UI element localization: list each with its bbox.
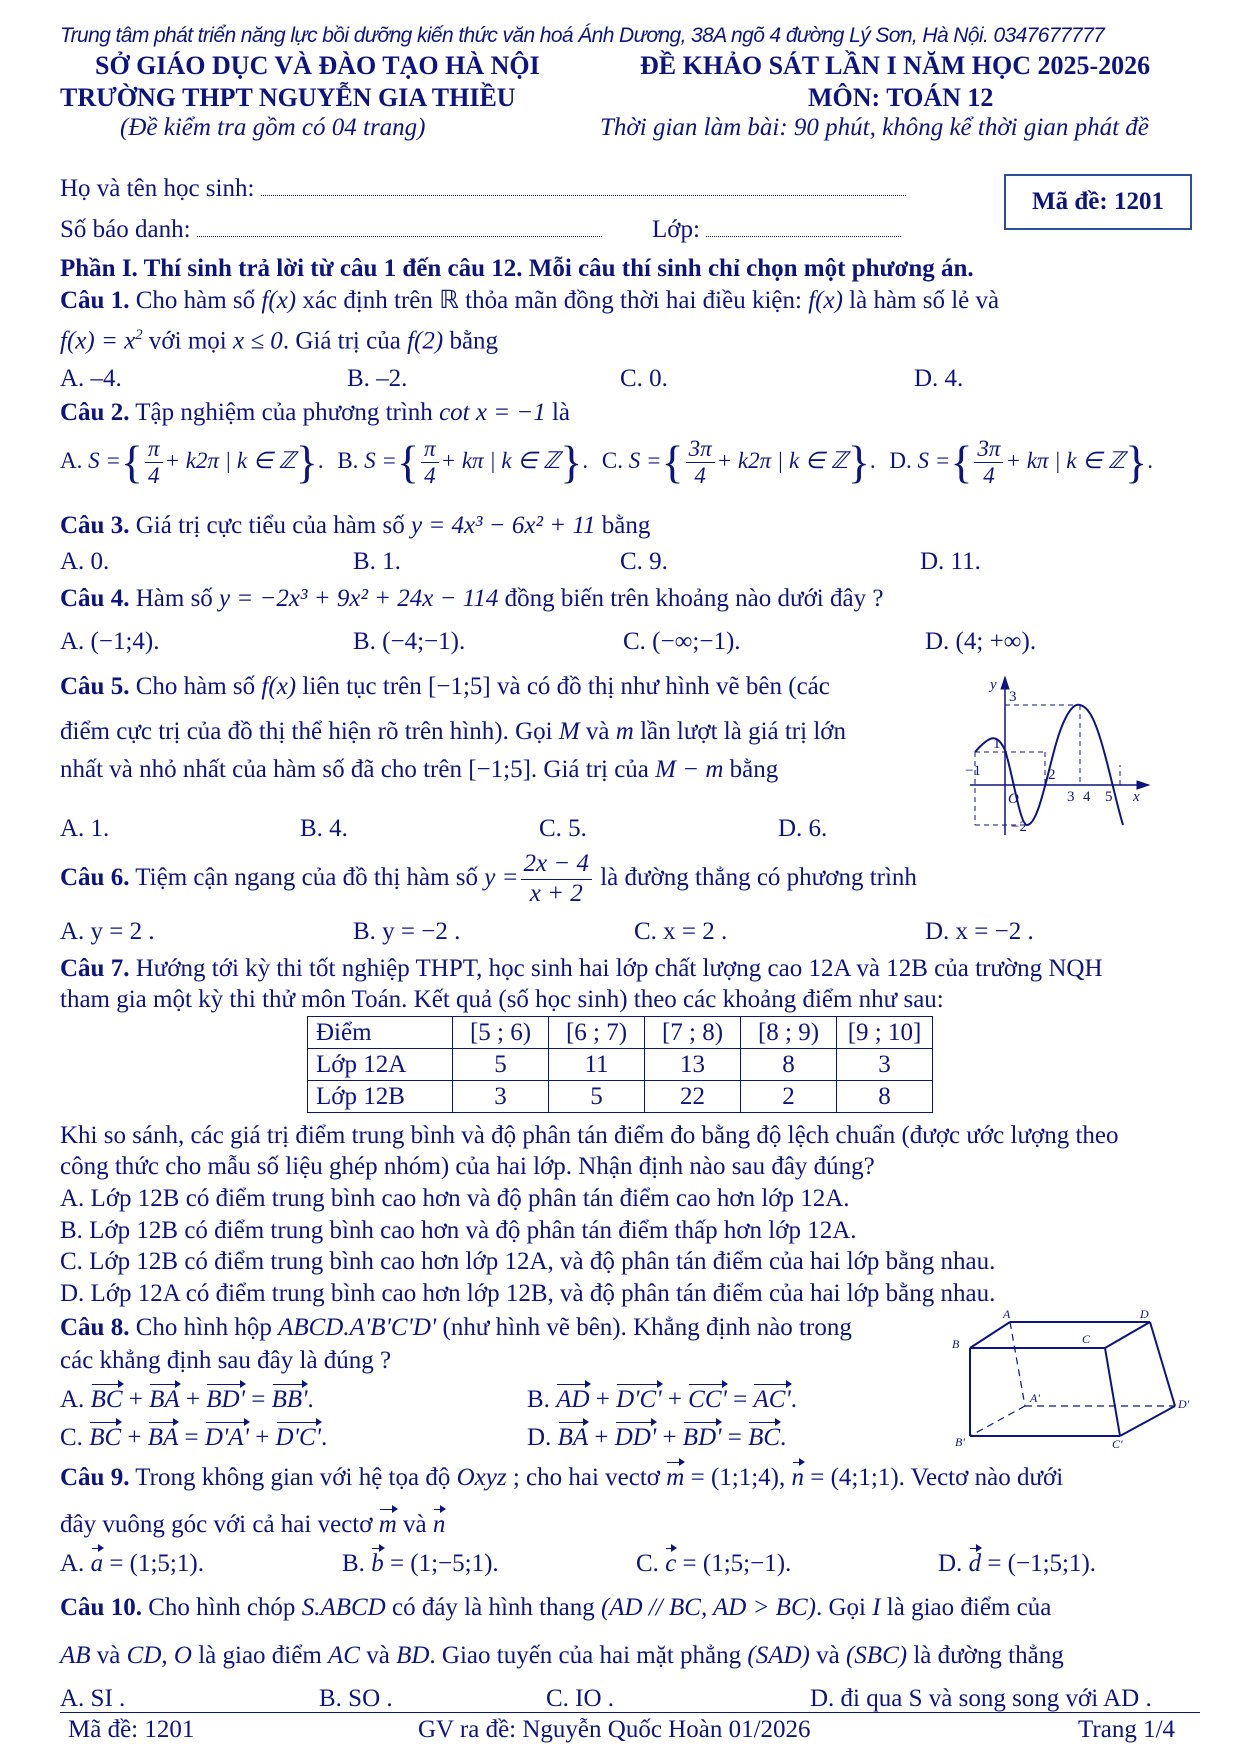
table-header-row: Điểm [5 ; 6) [6 ; 7) [7 ; 8) [8 ; 9) [9 ; 10] xyxy=(308,1017,933,1049)
question-5-line-2: điểm cực trị của đồ thị thể hiện rõ trên hình). Gọi M và m lần lượt là giá trị lớn xyxy=(60,718,846,745)
question-6: Câu 6. Tiệm cận ngang của đồ thị hàm số y = $\frac{2x - 4}{x + 2}$ là đường thẳng có phương trình xyxy=(60,850,917,907)
q3-option-d[interactable]: D. 11. xyxy=(920,548,981,575)
subject: MÔN: TOÁN 12 xyxy=(808,83,994,112)
name-label: Họ và tên học sinh: xyxy=(60,175,255,202)
vertex-b-prime: B' xyxy=(955,1435,965,1449)
question-7: Câu 7. Hướng tới kỳ thi tốt nghiệp THPT, học sinh hai lớp chất lượng cao 12A và 12B của trường NQH xyxy=(60,955,1103,982)
q6-option-c[interactable]: C. x = 2 . xyxy=(634,918,728,945)
q10-option-d[interactable]: D. đi qua S và song song với AD . xyxy=(810,1685,1152,1712)
tick-x-3: 3 xyxy=(1067,789,1075,805)
q1-option-c[interactable]: C. 0. xyxy=(620,365,668,392)
class-label: Lớp: xyxy=(652,216,700,243)
question-9: Câu 9. Trong không gian với hệ tọa độ Oxyz ; cho hai vectơ m = (1;1;4), n = (4;1;1). Vectơ nào dưới xyxy=(60,1464,1064,1491)
tick-x-4: 4 xyxy=(1083,789,1091,805)
question-2: Câu 2. Tập nghiệm của phương trình cot x = −1 là xyxy=(60,399,570,426)
footer-page-number: Trang 1/4 xyxy=(1078,1716,1176,1743)
vertex-d: D xyxy=(1140,1308,1149,1321)
footer-exam-code: Mã đề: 1201 xyxy=(68,1716,195,1743)
id-label: Số báo danh: xyxy=(60,216,191,243)
q4-option-b[interactable]: B. (−4;−1). xyxy=(353,628,466,655)
question-1: Câu 1. Cho hàm số f(x) xác định trên ℝ thỏa mãn đồng thời hai điều kiện: f(x) là hàm số lẻ và xyxy=(60,287,1000,314)
q9-option-c[interactable]: C. c = (1;5;−1). xyxy=(636,1550,792,1577)
q8-option-a[interactable]: A. BC + BA + BD' = BB'. xyxy=(60,1386,314,1413)
vertex-b: B xyxy=(952,1337,960,1351)
footer-author: GV ra đề: Nguyễn Quốc Hoàn 01/2026 xyxy=(418,1716,811,1743)
q5-option-c[interactable]: C. 5. xyxy=(539,815,587,842)
class-line xyxy=(652,216,901,244)
question-7-line-4: công thức cho mẫu số liệu ghép nhóm) của hai lớp. Nhận định nào sau đây đúng? xyxy=(60,1153,875,1180)
question-8-line-2: các khẳng định sau đây là đúng ? xyxy=(60,1347,392,1374)
q7-option-c[interactable]: C. Lớp 12B có điểm trung bình cao hơn lớp 12A, và độ phân tán điểm của hai lớp bằng nhau. xyxy=(60,1248,996,1275)
time-note: Thời gian làm bài: 90 phút, không kể thời gian phát đề xyxy=(600,114,1149,141)
vertex-c-prime: C' xyxy=(1112,1437,1123,1451)
tick-x-2: 2 xyxy=(1048,767,1056,783)
question-4: Câu 4. Hàm số y = −2x³ + 9x² + 24x − 114 đồng biến trên khoảng nào dưới đây ? xyxy=(60,585,884,612)
q2-options xyxy=(60,436,1153,490)
table-row: Lớp 12A 5 11 13 8 3 xyxy=(308,1049,933,1081)
question-8: Câu 8. Cho hình hộp ABCD.A'B'C'D' (như hình vẽ bên). Khẳng định nào trong xyxy=(60,1314,852,1341)
question-10-line-2: AB và CD, O là giao điểm AC và BD. Giao tuyến của hai mặt phẳng (SAD) và (SBC) là đường thẳng xyxy=(60,1642,1064,1669)
vertex-d-prime: D' xyxy=(1178,1397,1190,1411)
q10-option-a[interactable]: A. SI . xyxy=(60,1685,126,1712)
q8-option-b[interactable]: B. AD + D'C' + CC' = AC'. xyxy=(527,1386,798,1413)
q10-option-b[interactable]: B. SO . xyxy=(319,1685,393,1712)
tick-y-1: 1 xyxy=(993,736,1001,752)
q5-option-d[interactable]: D. 6. xyxy=(778,815,828,842)
question-10: Câu 10. Cho hình chóp S.ABCD có đáy là hình thang (AD // BC, AD > BC). Gọi I là giao điểm của xyxy=(60,1594,1052,1621)
q3-option-c[interactable]: C. 9. xyxy=(620,548,668,575)
center-note: Trung tâm phát triển năng lực bồi dưỡng kiến thức văn hoá Ánh Dương, 38A ngõ 4 đường Lý Sơn, Hà Nội. 0347677777 xyxy=(60,24,1105,47)
question-3: Câu 3. Giá trị cực tiểu của hàm số y = 4x³ − 6x² + 11 bằng xyxy=(60,512,651,539)
q5-option-a[interactable]: A. 1. xyxy=(60,815,110,842)
q10-option-c[interactable]: C. IO . xyxy=(546,1685,615,1712)
q7-option-a[interactable]: A. Lớp 12B có điểm trung bình cao hơn và độ phân tán điểm cao hơn lớp 12A. xyxy=(60,1185,850,1212)
q3-option-b[interactable]: B. 1. xyxy=(353,548,401,575)
q1-option-d[interactable]: D. 4. xyxy=(914,365,964,392)
q4-option-d[interactable]: D. (4; +∞). xyxy=(925,628,1037,655)
q7-option-d[interactable]: D. Lớp 12A có điểm trung bình cao hơn lớp 12B, và độ phân tán điểm của hai lớp bằng nhau. xyxy=(60,1280,996,1307)
question-7-line-3: Khi so sánh, các giá trị điểm trung bình và độ phân tán điểm đo bằng độ lệch chuẩn (được ước lượng theo xyxy=(60,1122,1119,1149)
exam-title: ĐỀ KHẢO SÁT LẦN I NĂM HỌC 2025-2026 xyxy=(640,51,1151,80)
q4-option-a[interactable]: A. (−1;4). xyxy=(60,628,160,655)
q9-option-b[interactable]: B. b = (1;−5;1). xyxy=(342,1550,499,1577)
q2-option-b[interactable]: B. S ={ $\frac{\pi}{4}$ + kπ | k ∈ ℤ}. xyxy=(337,436,589,489)
parallelepiped-figure xyxy=(950,1308,1200,1453)
department: SỞ GIÁO DỤC VÀ ĐÀO TẠO HÀ NỘI xyxy=(95,51,540,80)
q1-option-b[interactable]: B. –2. xyxy=(347,365,408,392)
class-field[interactable] xyxy=(706,236,901,237)
question-9-line-2: đây vuông góc với cả hai vectơ m và n xyxy=(60,1511,446,1538)
q5-option-b[interactable]: B. 4. xyxy=(300,815,348,842)
question-7-line-2: tham gia một kỳ thi thử môn Toán. Kết quả (số học sinh) theo các khoảng điểm như sau: xyxy=(60,986,944,1013)
school-name: TRƯỜNG THPT NGUYỄN GIA THIỀU xyxy=(60,83,516,112)
tick-y-neg2: −2 xyxy=(1011,819,1027,835)
vertex-a-prime: A' xyxy=(1030,1391,1040,1405)
function-graph xyxy=(965,675,1155,840)
q8-option-d[interactable]: D. BA + DD' + BD' = BC. xyxy=(527,1424,787,1451)
q6-option-d[interactable]: D. x = −2 . xyxy=(925,918,1034,945)
part-1-heading: Phần I. Thí sinh trả lời từ câu 1 đến câu 12. Mỗi câu thí sinh chỉ chọn một phương án. xyxy=(60,255,974,282)
question-1-line-2: $f(x) = x^2$ với mọi x ≤ 0. Giá trị của f(2) bằng xyxy=(60,327,499,355)
q4-option-c[interactable]: C. (−∞;−1). xyxy=(623,628,741,655)
origin-label: O xyxy=(1008,791,1019,807)
q2-option-a[interactable]: A. S ={ $\frac{\pi}{4}$ + k2π | k ∈ ℤ}. xyxy=(60,436,324,489)
table-row: Lớp 12B 3 5 22 2 8 xyxy=(308,1081,933,1113)
student-id-line xyxy=(60,216,602,244)
student-name-line xyxy=(60,175,906,203)
y-axis-label: y xyxy=(990,677,997,693)
q2-option-d[interactable]: D. S ={ $\frac{3\pi}{4}$ + kπ | k ∈ ℤ}. xyxy=(889,436,1153,489)
id-field[interactable] xyxy=(197,236,602,237)
q6-option-a[interactable]: A. y = 2 . xyxy=(60,918,155,945)
footer-divider xyxy=(60,1712,1200,1713)
tick-x-neg1: −1 xyxy=(965,763,981,779)
function-curve xyxy=(975,705,1123,825)
question-5: Câu 5. Cho hàm số f(x) liên tục trên [−1;5] và có đồ thị như hình vẽ bên (các xyxy=(60,673,830,700)
q3-option-a[interactable]: A. 0. xyxy=(60,548,110,575)
x-axis-label: x xyxy=(1133,789,1140,805)
q9-option-d[interactable]: D. d = (−1;5;1). xyxy=(938,1550,1097,1577)
q9-option-a[interactable]: A. a = (1;5;1). xyxy=(60,1550,204,1577)
q1-option-a[interactable]: A. –4. xyxy=(60,365,122,392)
vertex-c: C xyxy=(1082,1332,1091,1346)
score-table xyxy=(307,1016,933,1113)
q8-option-c[interactable]: C. BC + BA = D'A' + D'C'. xyxy=(60,1424,328,1451)
q7-option-b[interactable]: B. Lớp 12B có điểm trung bình cao hơn và độ phân tán điểm thấp hơn lớp 12A. xyxy=(60,1217,857,1244)
question-5-line-3: nhất và nhỏ nhất của hàm số đã cho trên [−1;5]. Giá trị của M − m bằng xyxy=(60,756,779,783)
vertex-a: A xyxy=(1003,1308,1011,1321)
q2-option-c[interactable]: C. S ={ $\frac{3\pi}{4}$ + k2π | k ∈ ℤ}. xyxy=(601,436,876,489)
exam-code-box: Mã đề: 1201 xyxy=(1004,174,1192,230)
tick-y-3: 3 xyxy=(1009,689,1017,705)
name-field[interactable] xyxy=(261,195,906,196)
tick-x-5: 5 xyxy=(1105,789,1113,805)
pages-note: (Đề kiểm tra gồm có 04 trang) xyxy=(120,114,426,141)
q6-option-b[interactable]: B. y = −2 . xyxy=(353,918,461,945)
